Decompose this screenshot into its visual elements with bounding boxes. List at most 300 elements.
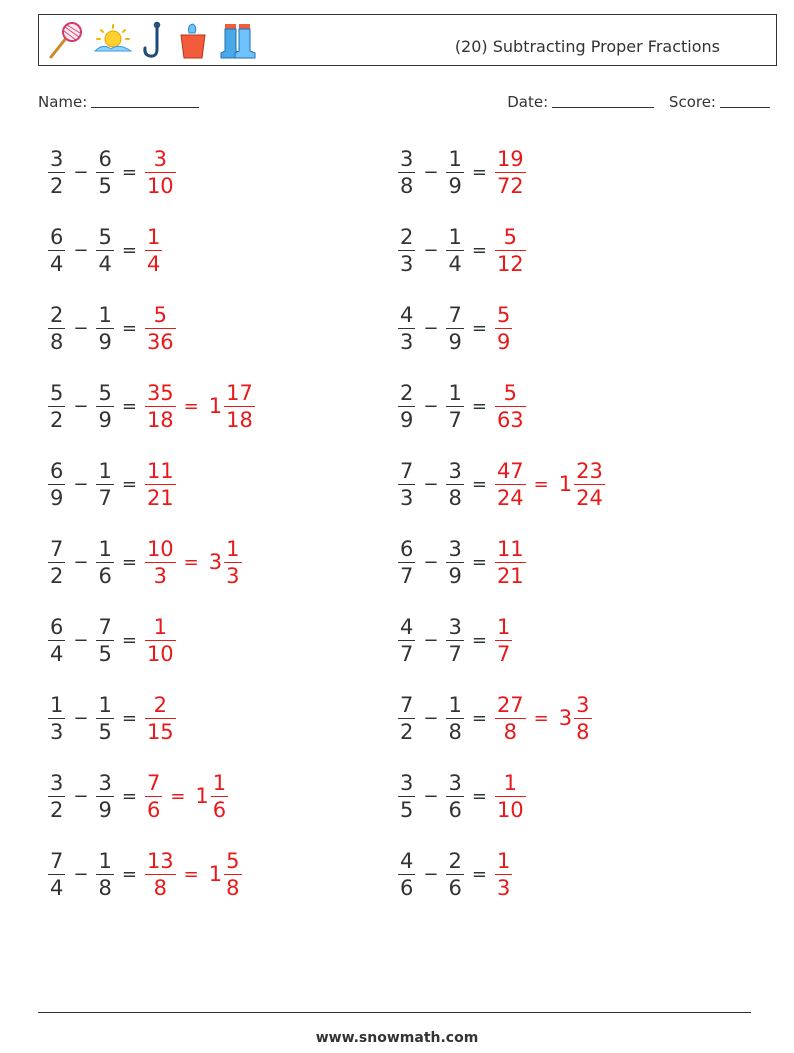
equals-sign: = <box>170 785 186 807</box>
subtrahend-fraction-numerator: 1 <box>448 380 462 405</box>
answer-fraction-numerator: 35 <box>146 380 174 405</box>
subtrahend-fraction-denominator: 8 <box>448 719 462 744</box>
answer-fraction-denominator: 12 <box>496 251 524 276</box>
minus-sign: − <box>73 317 89 339</box>
subtrahend-fraction-numerator: 5 <box>98 380 112 405</box>
minus-sign: − <box>73 707 89 729</box>
subtrahend-fraction-numerator: 3 <box>448 458 462 483</box>
minuend-fraction-numerator: 3 <box>50 770 64 795</box>
mixed-fraction-numerator: 17 <box>226 380 253 405</box>
answer-fraction <box>145 380 176 433</box>
subtrahend-fraction-numerator: 3 <box>448 536 462 561</box>
answer-fraction-denominator: 21 <box>146 485 174 510</box>
minuend-fraction-denominator: 3 <box>400 251 414 276</box>
equals-sign: = <box>121 551 137 573</box>
problem-item <box>46 454 178 514</box>
minuend-fraction <box>398 848 415 901</box>
mixed-fraction-numerator: 23 <box>576 458 603 483</box>
equals-sign: = <box>121 239 137 261</box>
footer-divider <box>38 1012 751 1013</box>
answer <box>493 536 528 589</box>
answer-fraction <box>495 146 526 199</box>
answer-fraction-denominator: 8 <box>153 875 167 900</box>
mixed-fraction <box>574 692 591 745</box>
subtrahend-fraction <box>446 770 463 823</box>
subtrahend-fraction-numerator: 7 <box>448 302 462 327</box>
answer <box>493 458 607 511</box>
answer-fraction <box>145 302 176 355</box>
subtrahend-fraction <box>446 614 463 667</box>
minuend-fraction-numerator: 6 <box>50 224 64 249</box>
answer-fraction-denominator: 9 <box>496 329 511 354</box>
mixed-fraction <box>224 380 255 433</box>
problem-item <box>396 454 607 514</box>
problem-item <box>46 610 178 670</box>
answer-fraction-numerator: 19 <box>496 146 524 171</box>
minuend-fraction <box>48 770 65 823</box>
minuend-fraction <box>48 380 65 433</box>
boots-icon <box>217 21 257 61</box>
answer-fraction <box>495 692 526 745</box>
minuend-fraction-numerator: 4 <box>400 302 414 327</box>
answer-fraction-denominator: 18 <box>146 407 174 432</box>
subtrahend-fraction <box>446 848 463 901</box>
mixed-fraction-denominator: 6 <box>212 797 227 822</box>
score-blank[interactable] <box>720 93 770 108</box>
answer-fraction <box>495 302 512 355</box>
subtrahend-fraction <box>96 770 113 823</box>
minus-sign: − <box>423 551 439 573</box>
answer <box>493 770 528 823</box>
subtrahend-fraction-denominator: 7 <box>448 407 462 432</box>
minuend-fraction-numerator: 1 <box>50 692 64 717</box>
answer-fraction-numerator: 27 <box>496 692 524 717</box>
answer-fraction-numerator: 3 <box>153 146 167 171</box>
minuend-fraction <box>398 614 415 667</box>
answer-fraction <box>145 224 162 277</box>
answer-fraction <box>495 536 526 589</box>
subtrahend-fraction <box>96 848 113 901</box>
minuend-fraction-numerator: 6 <box>50 614 64 639</box>
answer-fraction-denominator: 36 <box>146 329 174 354</box>
mixed-fraction-denominator: 18 <box>226 407 253 432</box>
answer-fraction-denominator: 6 <box>146 797 161 822</box>
minuend-fraction <box>398 224 415 277</box>
answer <box>143 146 178 199</box>
problem-item <box>46 766 230 826</box>
mixed-fraction <box>574 458 605 511</box>
answer-fraction-numerator: 5 <box>496 302 511 327</box>
minus-sign: − <box>423 317 439 339</box>
subtrahend-fraction-denominator: 9 <box>448 173 462 198</box>
answer-fraction-denominator: 72 <box>496 173 524 198</box>
worksheet-header <box>38 14 777 66</box>
minuend-fraction-numerator: 3 <box>50 146 64 171</box>
mixed-fraction-denominator: 8 <box>576 719 590 744</box>
mixed-fraction-numerator: 3 <box>576 692 590 717</box>
mixed-whole-number: 3 <box>208 550 223 574</box>
minuend-fraction-denominator: 3 <box>50 719 64 744</box>
minus-sign: − <box>73 551 89 573</box>
answer <box>493 692 594 745</box>
answer-fraction-numerator: 1 <box>496 848 511 873</box>
subtrahend-fraction-numerator: 1 <box>98 458 112 483</box>
minuend-fraction-numerator: 4 <box>400 848 414 873</box>
answer <box>493 848 514 901</box>
answer-fraction-numerator: 1 <box>496 614 511 639</box>
minuend-fraction-denominator: 4 <box>50 251 64 276</box>
minuend-fraction-numerator: 2 <box>400 380 414 405</box>
minuend-fraction-numerator: 6 <box>400 536 414 561</box>
sun-icon <box>91 21 135 61</box>
answer-fraction-denominator: 3 <box>496 875 511 900</box>
subtrahend-fraction <box>96 224 113 277</box>
subtrahend-fraction-denominator: 9 <box>448 563 462 588</box>
subtrahend-fraction-denominator: 9 <box>98 407 112 432</box>
mixed-fraction <box>211 770 228 823</box>
problem-item <box>396 142 528 202</box>
problem-item <box>46 220 164 280</box>
answer-fraction-numerator: 1 <box>146 224 161 249</box>
subtrahend-fraction <box>96 614 113 667</box>
problem-item <box>46 688 178 748</box>
minuend-fraction <box>398 302 415 355</box>
answer-fraction <box>495 614 512 667</box>
answer-fraction-numerator: 13 <box>146 848 174 873</box>
equals-sign: = <box>471 317 487 339</box>
equals-sign: = <box>121 473 137 495</box>
subtrahend-fraction-numerator: 1 <box>448 692 462 717</box>
date-label: Date: <box>507 93 549 111</box>
subtrahend-fraction <box>446 146 463 199</box>
answer-fraction-numerator: 11 <box>496 536 524 561</box>
minuend-fraction <box>398 146 415 199</box>
minuend-fraction <box>48 302 65 355</box>
equals-sign: = <box>471 629 487 651</box>
minus-sign: − <box>423 785 439 807</box>
answer <box>143 224 164 277</box>
answer-fraction <box>495 380 526 433</box>
minuend-fraction-denominator: 3 <box>400 485 414 510</box>
minus-sign: − <box>73 239 89 261</box>
minus-sign: − <box>423 395 439 417</box>
bucket-icon <box>175 21 211 61</box>
answer-fraction-numerator: 1 <box>153 614 167 639</box>
minuend-fraction-numerator: 2 <box>400 224 414 249</box>
minuend-fraction-numerator: 3 <box>400 146 414 171</box>
mixed-whole-number: 1 <box>208 394 223 418</box>
mixed-fraction-denominator: 3 <box>226 563 240 588</box>
equals-sign: = <box>183 551 199 573</box>
minus-sign: − <box>423 161 439 183</box>
equals-sign: = <box>533 707 549 729</box>
subtrahend-fraction-denominator: 5 <box>98 173 112 198</box>
subtrahend-fraction-denominator: 9 <box>98 329 112 354</box>
answer-fraction <box>145 536 176 589</box>
subtrahend-fraction-numerator: 1 <box>98 302 112 327</box>
minuend-fraction <box>48 692 65 745</box>
answer-fraction-numerator: 5 <box>153 302 167 327</box>
answer-fraction <box>495 224 526 277</box>
minuend-fraction-denominator: 2 <box>400 719 414 744</box>
mixed-fraction-numerator: 1 <box>212 770 227 795</box>
answer-fraction-denominator: 10 <box>496 797 524 822</box>
equals-sign: = <box>471 473 487 495</box>
minuend-fraction-denominator: 7 <box>400 641 414 666</box>
problem-item <box>396 688 594 748</box>
answer <box>143 692 178 745</box>
minus-sign: − <box>423 473 439 495</box>
problem-item <box>396 298 514 358</box>
subtrahend-fraction-denominator: 6 <box>448 875 462 900</box>
subtrahend-fraction-denominator: 6 <box>448 797 462 822</box>
answer-fraction <box>145 614 176 667</box>
subtrahend-fraction-denominator: 4 <box>98 251 112 276</box>
minus-sign: − <box>73 629 89 651</box>
minuend-fraction-numerator: 5 <box>50 380 64 405</box>
minuend-fraction-denominator: 8 <box>50 329 64 354</box>
subtrahend-fraction-numerator: 1 <box>98 692 112 717</box>
subtrahend-fraction <box>96 302 113 355</box>
minuend-fraction-denominator: 2 <box>50 407 64 432</box>
answer-fraction-denominator: 10 <box>146 641 174 666</box>
subtrahend-fraction-denominator: 9 <box>98 797 112 822</box>
problem-item <box>396 532 528 592</box>
equals-sign: = <box>121 863 137 885</box>
subtrahend-fraction <box>96 380 113 433</box>
score-label: Score: <box>668 93 716 111</box>
subtrahend-fraction-numerator: 2 <box>448 848 462 873</box>
subtrahend-fraction-numerator: 1 <box>98 848 112 873</box>
answer-fraction <box>145 692 176 745</box>
equals-sign: = <box>471 863 487 885</box>
answer-fraction-numerator: 5 <box>503 380 517 405</box>
answer <box>493 302 514 355</box>
worksheet-title: (20) Subtracting Proper Fractions <box>454 37 720 56</box>
date-blank[interactable] <box>552 93 654 108</box>
subtrahend-fraction <box>96 692 113 745</box>
problem-item <box>46 844 244 904</box>
answer-fraction-denominator: 15 <box>146 719 174 744</box>
minuend-fraction-denominator: 2 <box>50 173 64 198</box>
name-label: Name: <box>38 93 88 111</box>
subtrahend-fraction-numerator: 1 <box>448 224 462 249</box>
answer-fraction-denominator: 10 <box>146 173 174 198</box>
answer <box>143 302 178 355</box>
name-blank[interactable] <box>91 93 199 108</box>
subtrahend-fraction <box>96 458 113 511</box>
equals-sign: = <box>471 707 487 729</box>
minuend-fraction-numerator: 7 <box>400 458 414 483</box>
minuend-fraction <box>398 770 415 823</box>
minus-sign: − <box>423 707 439 729</box>
date-score-fields <box>507 93 770 111</box>
problem-item <box>396 376 528 436</box>
subtrahend-fraction-numerator: 6 <box>98 146 112 171</box>
subtrahend-fraction <box>446 692 463 745</box>
answer-fraction-numerator: 2 <box>153 692 167 717</box>
problem-item <box>46 298 178 358</box>
subtrahend-fraction <box>96 146 113 199</box>
minuend-fraction <box>48 614 65 667</box>
subtrahend-fraction-denominator: 9 <box>448 329 462 354</box>
problem-item <box>46 532 244 592</box>
minus-sign: − <box>73 473 89 495</box>
minuend-fraction <box>398 692 415 745</box>
minus-sign: − <box>73 395 89 417</box>
equals-sign: = <box>183 395 199 417</box>
answer-fraction <box>145 848 176 901</box>
minuend-fraction <box>48 536 65 589</box>
minuend-fraction-denominator: 2 <box>50 797 64 822</box>
equals-sign: = <box>121 707 137 729</box>
answer-fraction <box>145 458 176 511</box>
answer <box>143 458 178 511</box>
answer <box>143 614 178 667</box>
equals-sign: = <box>533 473 549 495</box>
answer-fraction <box>145 146 176 199</box>
subtrahend-fraction-denominator: 4 <box>448 251 462 276</box>
minuend-fraction-denominator: 3 <box>400 329 414 354</box>
subtrahend-fraction-denominator: 7 <box>98 485 112 510</box>
answer-fraction <box>145 770 162 823</box>
minuend-fraction <box>398 458 415 511</box>
equals-sign: = <box>471 785 487 807</box>
answer-fraction-denominator: 21 <box>496 563 524 588</box>
equals-sign: = <box>471 239 487 261</box>
answer <box>493 146 528 199</box>
butterfly-net-icon <box>45 21 85 61</box>
minuend-fraction-denominator: 4 <box>50 875 64 900</box>
minuend-fraction <box>398 536 415 589</box>
answer-fraction-denominator: 4 <box>146 251 161 276</box>
mixed-fraction-denominator: 8 <box>226 875 240 900</box>
subtrahend-fraction-numerator: 5 <box>98 224 112 249</box>
answer <box>143 848 244 901</box>
subtrahend-fraction-denominator: 5 <box>98 641 112 666</box>
subtrahend-fraction <box>446 380 463 433</box>
answer-fraction-numerator: 5 <box>503 224 517 249</box>
minuend-fraction <box>398 380 415 433</box>
answer <box>493 380 528 433</box>
minus-sign: − <box>423 629 439 651</box>
equals-sign: = <box>121 785 137 807</box>
minuend-fraction-denominator: 8 <box>400 173 414 198</box>
answer <box>493 224 528 277</box>
subtrahend-fraction <box>446 302 463 355</box>
minus-sign: − <box>423 863 439 885</box>
answer-fraction-denominator: 7 <box>496 641 511 666</box>
equals-sign: = <box>121 395 137 417</box>
minus-sign: − <box>423 239 439 261</box>
answer-fraction-denominator: 3 <box>153 563 167 588</box>
answer-fraction-denominator: 8 <box>503 719 517 744</box>
problem-item <box>396 766 528 826</box>
subtrahend-fraction-numerator: 3 <box>448 614 462 639</box>
problem-item <box>396 610 514 670</box>
equals-sign: = <box>183 863 199 885</box>
minuend-fraction-denominator: 9 <box>50 485 64 510</box>
minus-sign: − <box>73 785 89 807</box>
minus-sign: − <box>73 863 89 885</box>
subtrahend-fraction <box>446 458 463 511</box>
answer <box>143 536 244 589</box>
equals-sign: = <box>471 395 487 417</box>
name-field <box>38 93 199 111</box>
mixed-whole-number: 1 <box>195 784 209 808</box>
minuend-fraction-numerator: 7 <box>50 536 64 561</box>
answer <box>143 770 230 823</box>
minuend-fraction-numerator: 2 <box>50 302 64 327</box>
subtrahend-fraction <box>446 536 463 589</box>
minuend-fraction-numerator: 3 <box>400 770 414 795</box>
problem-item <box>396 220 528 280</box>
problem-item <box>46 376 257 436</box>
minus-sign: − <box>73 161 89 183</box>
minuend-fraction-denominator: 5 <box>400 797 414 822</box>
answer-fraction-denominator: 63 <box>496 407 524 432</box>
minuend-fraction-denominator: 2 <box>50 563 64 588</box>
minuend-fraction-denominator: 4 <box>50 641 64 666</box>
minuend-fraction <box>48 848 65 901</box>
minuend-fraction-numerator: 6 <box>50 458 64 483</box>
answer-fraction-numerator: 11 <box>146 458 174 483</box>
header-icons <box>45 21 257 61</box>
answer-fraction <box>495 458 526 511</box>
minuend-fraction-denominator: 9 <box>400 407 414 432</box>
minuend-fraction-denominator: 7 <box>400 563 414 588</box>
subtrahend-fraction <box>96 536 113 589</box>
minuend-fraction <box>48 146 65 199</box>
mixed-fraction-denominator: 24 <box>576 485 603 510</box>
answer-fraction-numerator: 7 <box>146 770 161 795</box>
mixed-fraction <box>224 848 241 901</box>
minuend-fraction-denominator: 6 <box>400 875 414 900</box>
subtrahend-fraction-denominator: 6 <box>98 563 112 588</box>
mixed-whole-number: 3 <box>558 706 573 730</box>
equals-sign: = <box>121 629 137 651</box>
minuend-fraction-numerator: 4 <box>400 614 414 639</box>
minuend-fraction-numerator: 7 <box>400 692 414 717</box>
footer-url: www.snowmath.com <box>315 1030 479 1046</box>
answer-fraction-numerator: 1 <box>503 770 517 795</box>
answer-fraction-numerator: 47 <box>496 458 524 483</box>
mixed-fraction-numerator: 5 <box>226 848 240 873</box>
subtrahend-fraction-denominator: 8 <box>98 875 112 900</box>
subtrahend-fraction <box>446 224 463 277</box>
problem-item <box>396 844 514 904</box>
answer <box>143 380 257 433</box>
equals-sign: = <box>471 161 487 183</box>
answer-fraction <box>495 770 526 823</box>
minuend-fraction-numerator: 7 <box>50 848 64 873</box>
equals-sign: = <box>471 551 487 573</box>
answer-fraction <box>495 848 512 901</box>
minuend-fraction <box>48 224 65 277</box>
fishhook-icon <box>141 21 169 61</box>
subtrahend-fraction-denominator: 7 <box>448 641 462 666</box>
answer-fraction-numerator: 10 <box>146 536 174 561</box>
subtrahend-fraction-numerator: 3 <box>98 770 112 795</box>
minuend-fraction <box>48 458 65 511</box>
subtrahend-fraction-numerator: 1 <box>448 146 462 171</box>
equals-sign: = <box>121 161 137 183</box>
mixed-fraction <box>224 536 241 589</box>
subtrahend-fraction-numerator: 7 <box>98 614 112 639</box>
equals-sign: = <box>121 317 137 339</box>
answer <box>493 614 514 667</box>
answer-fraction-denominator: 24 <box>496 485 524 510</box>
